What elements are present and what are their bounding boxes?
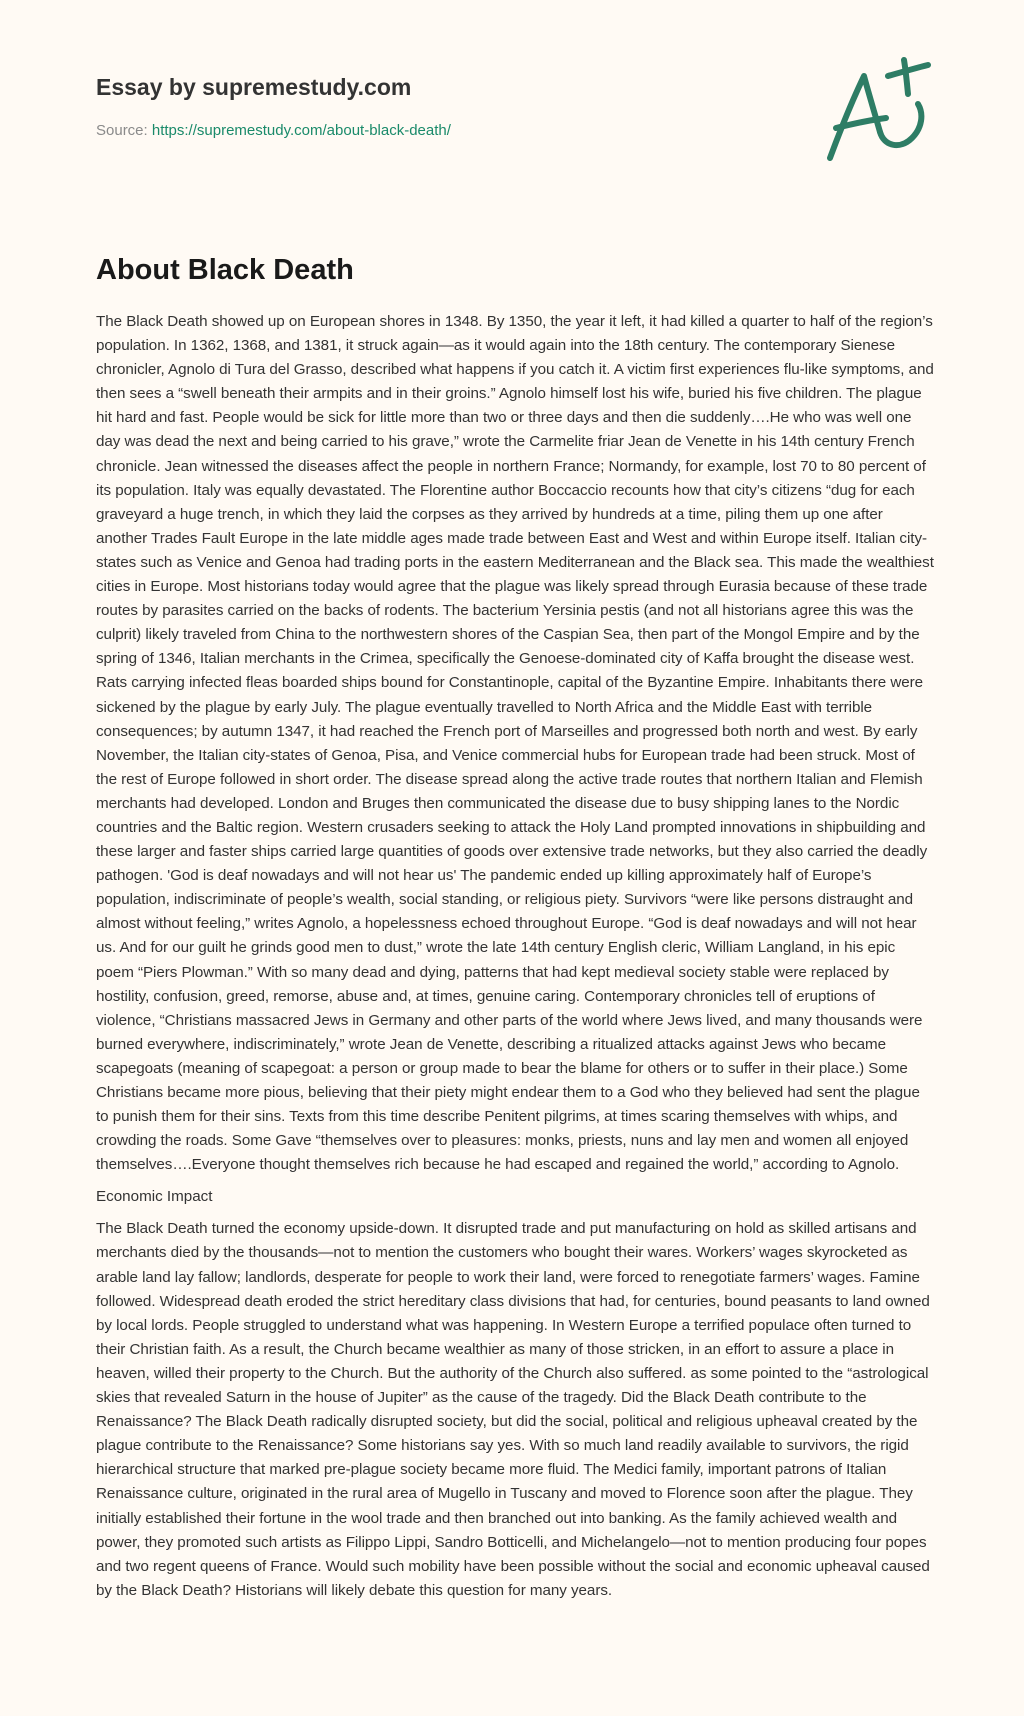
page-title: About Black Death <box>96 254 354 286</box>
page-header <box>0 0 1024 200</box>
article-paragraph: The Black Death showed up on European shores in 1348. By 1350, the year it left, it had killed a quarter to half of the region’s population. In 1362, 1368, and 1381, it struck again—as it would again into the 18th century. The contemporary Sienese chronicler, Agnolo di Tura del Grasso, described what happens if you catch it. A victim first experiences flu-like symptoms, and then sees a “swell beneath their armpits and in their groins.” Agnolo himself lost his wife, buried his five children. The plague hit hard and fast. People would be sick for little more than two or three days and then die suddenly….He who was well one day was dead the next and being carried to his grave,” wrote the Carmelite friar Jean de Venette in his 14th century French chronicle. Jean witnessed the diseases affect the people in northern France; Normandy, for example, lost 70 to 80 percent of its population. Italy was equally devastated. The Florentine author Boccaccio recounts how that city’s citizens “dug for each graveyard a huge trench, in which they laid the corpses as they arrived by hundreds at a time, piling them up one after another Trades Fault Europe in the late middle ages made trade between East and West and within Europe itself. Italian city-states such as Venice and Genoa had trading ports in the eastern Mediterranean and the Black sea. This made the wealthiest cities in Europe. Most historians today would agree that the plague was likely spread through Eurasia because of these trade routes by parasites carried on the backs of rodents. The bacterium Yersinia pestis (and not all historians agree this was the culprit) likely traveled from China to the northwestern shores of the Caspian Sea, then part of the Mongol Empire and by the spring of 1346, Italian merchants in the Crimea, specifically the Genoese-dominated city of Kaffa brought the disease west. Rats carrying infected fleas boarded ships bound for Constantinople, capital of the Byzantine Empire. Inhabitants there were sickened by the plague by early July. The plague eventually travelled to North Africa and the Middle East with terrible consequences; by autumn 1347, it had reached the French port of Marseilles and progressed both north and west. By early November, the Italian city-states of Genoa, Pisa, and Venice commercial hubs for European trade had been struck. Most of the rest of Europe followed in short order. The disease spread along the active trade routes that northern Italian and Flemish merchants had developed. London and Bruges then communicated the disease due to busy shipping lanes to the Nordic countries and the Baltic region. Western crusaders seeking to attack the Holy Land prompted innovations in shipbuilding and these larger and faster ships carried large quantities of goods over extensive trade networks, but they also carried the deadly pathogen. 'God is deaf nowadays and will not hear us' The pandemic ended up killing approximately half of Europe’s population, indiscriminate of people’s wealth, social standing, or religious piety. Survivors “were like persons distraught and almost without feeling,” writes Agnolo, a hopelessness echoed throughout Europe. “God is deaf nowadays and will not hear us. And for our guilt he grinds good men to dust,” wrote the late 14th century English cleric, William Langland, in his epic poem “Piers Plowman.” With so many dead and dying, patterns that had kept medieval society stable were replaced by hostility, confusion, greed, remorse, abuse and, at times, genuine caring. Contemporary chronicles tell of eruptions of violence, “Christians massacred Jews in Germany and other parts of the world where Jews lived, and many thousands were burned everywhere, indiscriminately,” wrote Jean de Venette, describing a ritualized attacks against Jews who became scapegoats (meaning of scapegoat: a person or group made to bear the blame for others or to suffer in their place.) Some Christians became more pious, believing that their piety might endear them to a God who they believed had sent the plague to punish them for their sins. Texts from this time describe Penitent pilgrims, at times scaring themselves with whips, and crowding the roads. Some Gave “themselves over to pleasures: monks, priests, nuns and lay men and women all enjoyed themselves….Everyone thought themselves rich because he had escaped and regained the world,” according to Agnolo. <box>96 313 934 1174</box>
source-label: Source: <box>96 122 152 139</box>
article <box>96 250 936 1611</box>
source-line <box>96 122 451 139</box>
article-paragraph: The Black Death turned the economy upside-down. It disrupted trade and put manufacturing on hold as skilled artisans and merchants died by the thousands—not to mention the customers who bought their wares. Workers’ wages skyrocketed as arable land lay fallow; landlords, desperate for people to work their land, were forced to renegotiate farmers’ wages. Famine followed. Widespread death eroded the strict hereditary class divisions that had, for centuries, bound peasants to land owned by local lords. People struggled to understand what was happening. In Western Europe a terrified populace often turned to their Christian faith. As a result, the Church became wealthier as many of those stricken, in an effort to assure a place in heaven, willed their property to the Church. But the authority of the Church also suffered. as some pointed to the “astrological skies that revealed Saturn in the house of Jupiter” as the cause of the tragedy. Did the Black Death contribute to the Renaissance? The Black Death radically disrupted society, but did the social, political and religious upheaval created by the plague contribute to the Renaissance? Some historians say yes. With so much land readily available to survivors, the rigid hierarchical structure that marked pre-plague society became more fluid. The Medici family, important patrons of Italian Renaissance culture, originated in the rural area of Mugello in Tuscany and moved to Florence soon after the plague. They initially established their fortune in the wool trade and then branched out into banking. As the family achieved wealth and power, they promoted such artists as Filippo Lippi, Sandro Botticelli, and Michelangelo—not to mention producing four popes and two regent queens of France. Would such mobility have been possible without the social and economic upheaval caused by the Black Death? Historians will likely debate this question for many years. <box>96 1220 930 1599</box>
a-plus-logo-icon <box>822 46 932 166</box>
section-heading-economic-impact: Economic Impact <box>96 1188 213 1206</box>
source-link[interactable]: https://supremestudy.com/about-black-death/ <box>151 122 451 139</box>
site-title: Essay by supremestudy.com <box>96 74 412 100</box>
